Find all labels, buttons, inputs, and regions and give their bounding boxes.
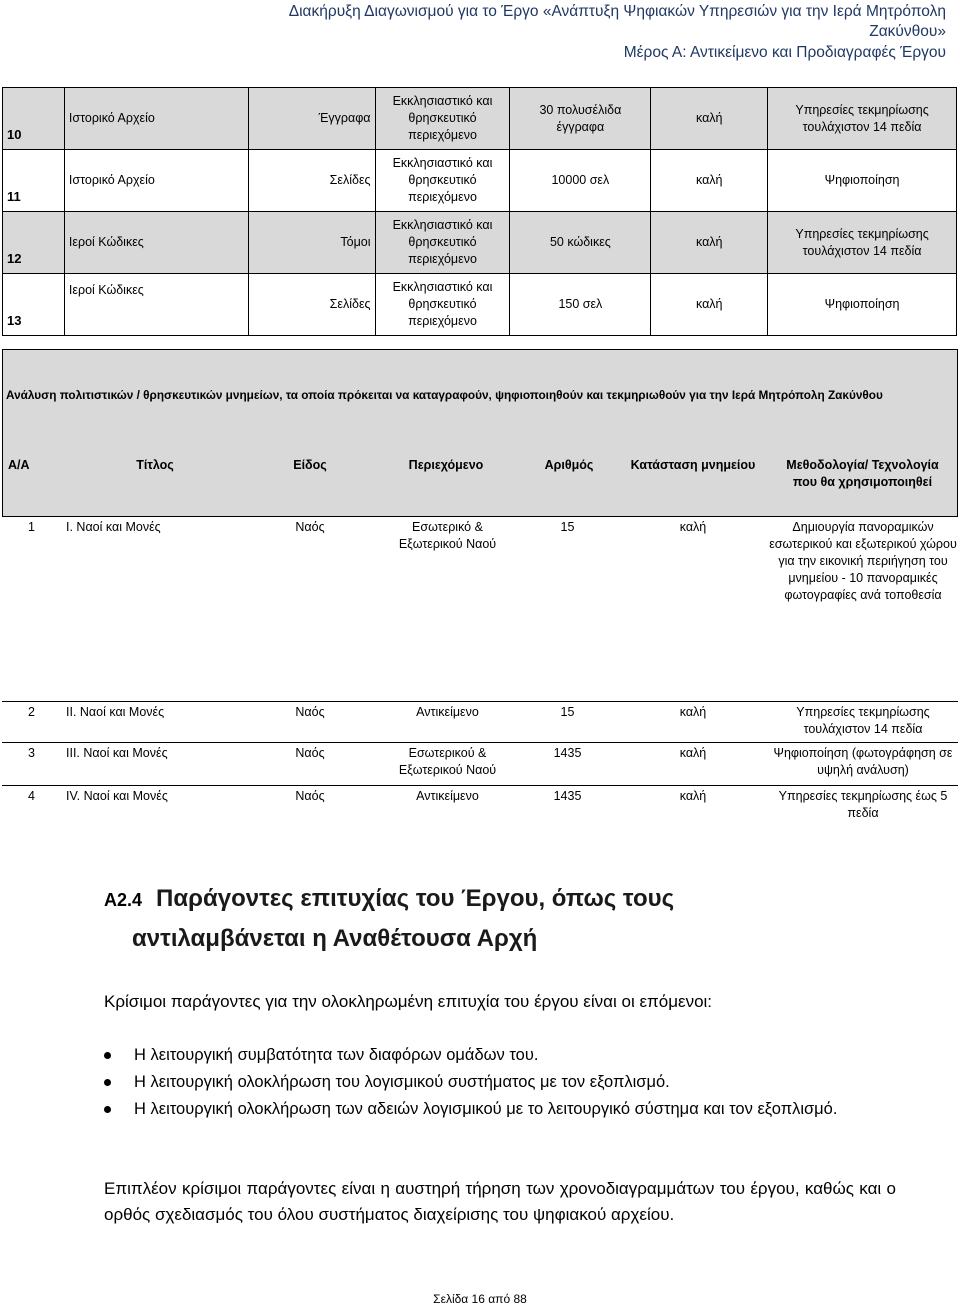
monument-method: Υπηρεσίες τεκμηρίωσης τουλάχιστον 14 πεδία <box>796 705 930 736</box>
monument-aa: 1 <box>28 520 35 534</box>
monument-method: Δημιουργία πανοραμικών εσωτερικού και εξωτερικού χώρου για την εικονική περιήγηση του μνημείου - 10 πανοραμικές φωτογραφίες ανά τοποθεσία <box>769 520 957 602</box>
section-title-line1: Παράγοντες επιτυχίας του Έργου, όπως τους <box>156 885 675 912</box>
document-header-subtitle: Μέρος Α: Αντικείμενο και Προδιαγραφές Έργου <box>623 44 946 61</box>
row-type: Σελίδες <box>248 274 375 336</box>
table-row <box>3 88 957 150</box>
monument-content: Εσωτερικού & Εξωτερικού Ναού <box>398 746 497 777</box>
monument-content: Εσωτερικό & Εξωτερικού Ναού <box>398 520 497 551</box>
row-quantity: 10000 σελ <box>510 150 651 212</box>
monument-number: 15 <box>560 520 575 534</box>
table-row <box>3 150 957 212</box>
bullet-icon <box>104 1052 111 1059</box>
monument-aa: 3 <box>28 746 35 760</box>
row-content: Εκκλησιαστικό και θρησκευτικό περιεχόμενο <box>375 212 510 274</box>
archive-items-table <box>2 87 957 336</box>
monument-type: Ναός <box>295 705 325 719</box>
row-method: Ψηφιοποίηση <box>768 274 957 336</box>
row-number: 10 <box>3 88 65 150</box>
monument-type: Ναός <box>295 789 325 803</box>
row-content: Εκκλησιαστικό και θρησκευτικό περιεχόμενο <box>375 88 510 150</box>
document-header-line1: Διακήρυξη Διαγωνισμού για το Έργο «Ανάπτυξη Ψηφιακών Υπηρεσιών για την Ιερά Μητρόπολη <box>288 3 946 20</box>
header-title: Τίτλος <box>136 458 174 472</box>
intro-paragraph: Κρίσιμοι παράγοντες για την ολοκληρωμένη επιτυχία του έργου είναι οι επόμενοι: <box>104 992 713 1011</box>
header-state: Κατάσταση μνημείου <box>630 458 756 472</box>
monument-type: Ναός <box>295 520 325 534</box>
row-divider <box>2 516 958 517</box>
row-divider <box>2 701 958 702</box>
monument-type: Ναός <box>295 746 325 760</box>
closing-paragraph: Επιπλέον κρίσιμοι παράγοντες είναι η αυστηρή τήρηση των χρονοδιαγραμμάτων του έργου, καθώς και ο ορθός σχεδιασμός του όλου συστήματος διαχείρισης του ψηφιακού αρχείου. <box>104 1179 896 1224</box>
monument-title: ΙΙ. Ναοί και Μονές <box>66 705 165 719</box>
monument-state: καλή <box>679 705 707 719</box>
row-number: 12 <box>3 212 65 274</box>
monument-number: 1435 <box>553 746 582 760</box>
monument-state: καλή <box>679 520 707 534</box>
monument-number: 15 <box>560 705 575 719</box>
page-number: Σελίδα 16 από 88 <box>433 1292 527 1306</box>
section-number: Α2.4 <box>104 890 143 910</box>
monument-method: Υπηρεσίες τεκμηρίωσης έως 5 πεδία <box>778 789 948 820</box>
document-header-line2: Ζακύνθου» <box>869 23 946 40</box>
row-state: καλή <box>651 88 768 150</box>
monument-state: καλή <box>679 789 707 803</box>
header-aa: Α/Α <box>8 458 30 472</box>
monument-title: ΙΙΙ. Ναοί και Μονές <box>66 746 168 760</box>
monument-aa: 4 <box>28 789 35 803</box>
monument-title: Ι. Ναοί και Μονές <box>66 520 161 534</box>
monument-state: καλή <box>679 746 707 760</box>
row-content: Εκκλησιαστικό και θρησκευτικό περιεχόμενο <box>375 150 510 212</box>
bullet-text: Η λειτουργική ολοκλήρωση του λογισμικού συστήματος με τον εξοπλισμό. <box>134 1073 670 1091</box>
bullet-text: Η λειτουργική ολοκλήρωση των αδειών λογισμικού με το λειτουργικό σύστημα και τον εξοπλισμό. <box>134 1100 838 1118</box>
row-title: Ιστορικό Αρχείο <box>64 150 248 212</box>
row-title: Ιστορικό Αρχείο <box>64 88 248 150</box>
header-number: Αριθμός <box>544 458 594 472</box>
monument-title: IV. Ναοί και Μονές <box>66 789 168 803</box>
row-type: Τόμοι <box>248 212 375 274</box>
table-row <box>3 212 957 274</box>
section-title-line2: αντιλαμβάνεται η Αναθέτουσα Αρχή <box>132 925 538 952</box>
monuments-header-band <box>2 349 958 517</box>
row-method: Υπηρεσίες τεκμηρίωσης τουλάχιστον 14 πεδία <box>768 212 957 274</box>
row-state: καλή <box>651 274 768 336</box>
bullet-icon <box>104 1079 111 1086</box>
row-type: Σελίδες <box>248 150 375 212</box>
section-heading <box>104 877 674 922</box>
row-state: καλή <box>651 150 768 212</box>
bullet-text: Η λειτουργική συμβατότητα των διαφόρων ομάδων του. <box>134 1046 539 1064</box>
monument-method: Ψηφιοποίηση (φωτογράφηση σε υψηλή ανάλυση) <box>773 746 953 777</box>
row-state: καλή <box>651 212 768 274</box>
monument-content: Αντικείμενο <box>416 789 479 803</box>
row-quantity: 150 σελ <box>510 274 651 336</box>
row-method: Υπηρεσίες τεκμηρίωσης τουλάχιστον 14 πεδία <box>768 88 957 150</box>
row-type: Έγγραφα <box>248 88 375 150</box>
monument-content: Αντικείμενο <box>416 705 479 719</box>
row-quantity: 30 πολυσέλιδα έγγραφα <box>510 88 651 150</box>
row-number: 11 <box>3 150 65 212</box>
row-quantity: 50 κώδικες <box>510 212 651 274</box>
row-divider <box>2 742 958 743</box>
row-method: Ψηφιοποίηση <box>768 150 957 212</box>
bullet-icon <box>104 1106 111 1113</box>
list-item <box>104 1096 904 1150</box>
row-title: Ιεροί Κώδικες <box>64 212 248 274</box>
monument-aa: 2 <box>28 705 35 719</box>
row-title: Ιεροί Κώδικες <box>64 274 248 336</box>
row-divider <box>2 785 958 786</box>
monument-number: 1435 <box>553 789 582 803</box>
header-method: Μεθοδολογία/ Τεχνολογία που θα χρησιμοποιηθεί <box>786 458 939 489</box>
monuments-table-title: Ανάλυση πολιτιστικών / θρησκευτικών μνημείων, τα οποία πρόκειται να καταγραφούν, ψηφιοποιηθούν και τεκμηριωθούν για την Ιερά Μητρόπολη Ζακύνθου <box>6 388 883 402</box>
row-number: 13 <box>3 274 65 336</box>
header-content: Περιεχόμενο <box>408 458 484 472</box>
row-content: Εκκλησιαστικό και θρησκευτικό περιεχόμενο <box>375 274 510 336</box>
header-type: Είδος <box>293 458 327 472</box>
table-row <box>3 274 957 336</box>
